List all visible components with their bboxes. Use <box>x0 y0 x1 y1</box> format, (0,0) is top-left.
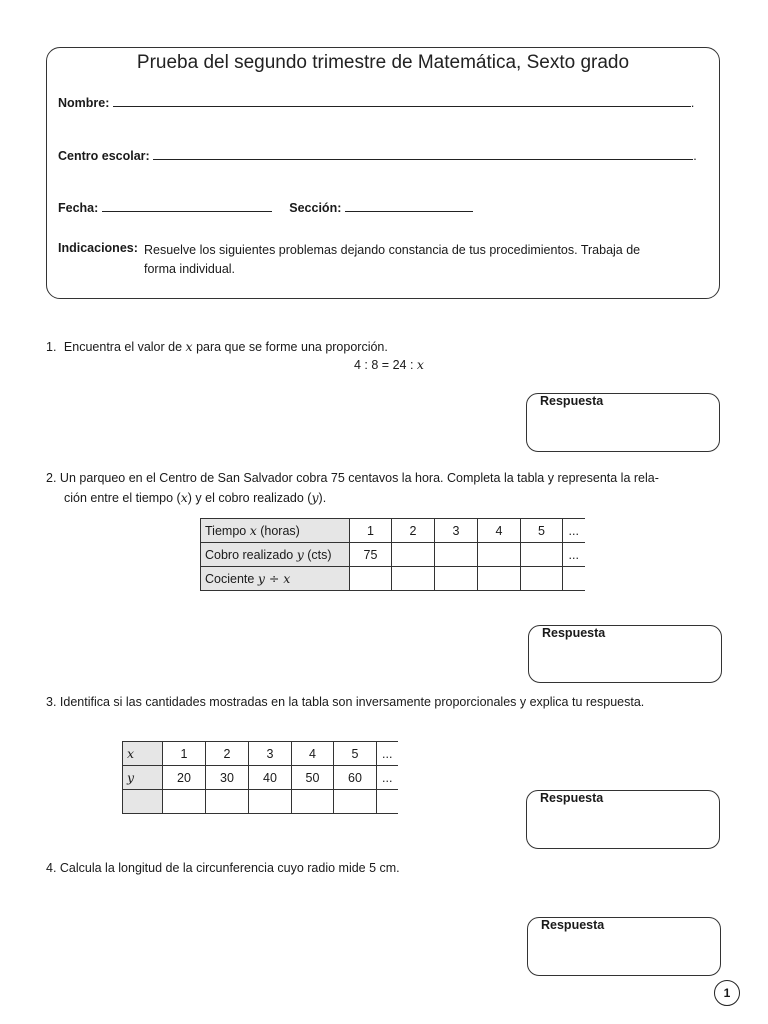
table-cell-input[interactable] <box>563 567 585 591</box>
fecha-row <box>58 201 708 215</box>
seccion-label: Sección: <box>289 201 342 215</box>
table-cell: 50 <box>292 766 334 790</box>
table-row <box>123 790 398 814</box>
question-4: 4. Calcula la longitud de la circunferencia cuyo radio mide 5 cm. <box>46 861 400 875</box>
answer-label-1: Respuesta <box>540 394 604 408</box>
centro-field[interactable] <box>153 149 693 160</box>
table-cell: 20 <box>163 766 206 790</box>
q1-var: x <box>185 339 193 354</box>
q2-row3-label: Cociente y ÷ x <box>201 567 350 591</box>
table-cell: ... <box>377 766 398 790</box>
seccion-field[interactable] <box>345 201 473 212</box>
q1-text-b: para que se forme una proporción. <box>192 340 388 354</box>
table-cell: 3 <box>435 519 478 543</box>
table-cell: 30 <box>206 766 249 790</box>
table-row <box>123 742 398 766</box>
q2-line-2a: ción entre el tiempo ( <box>64 491 181 505</box>
table-cell: ... <box>563 543 585 567</box>
table-cell: 75 <box>350 543 392 567</box>
q1-equation <box>354 357 424 372</box>
table-cell: ... <box>563 519 585 543</box>
table-cell: 60 <box>334 766 377 790</box>
table-cell: 4 <box>478 519 521 543</box>
nombre-label: Nombre: <box>58 96 110 110</box>
q3-y-label: y <box>123 766 163 790</box>
answer-label-4: Respuesta <box>541 918 605 932</box>
table-cell: 5 <box>521 519 563 543</box>
answer-box-1[interactable] <box>526 393 720 452</box>
q2-line-2b: ) y el cobro realizado ( <box>187 491 312 505</box>
table-cell-input[interactable] <box>206 790 249 814</box>
page-number: 1 <box>714 980 740 1006</box>
q3-blank-label <box>123 790 163 814</box>
table-row <box>201 519 585 543</box>
page-title: Prueba del segundo trimestre de Matemática, Sexto grado <box>136 52 630 73</box>
table-row <box>201 543 585 567</box>
indicaciones-label: Indicaciones: <box>58 241 138 255</box>
nombre-row <box>58 96 708 110</box>
nombre-field[interactable] <box>113 96 691 107</box>
table-cell: 1 <box>350 519 392 543</box>
fecha-label: Fecha: <box>58 201 99 215</box>
q2-table <box>200 518 585 591</box>
table-cell-input[interactable] <box>350 567 392 591</box>
table-cell-input[interactable] <box>478 543 521 567</box>
q2-var-y: y <box>311 490 319 505</box>
q1-equation-text: 4 : 8 = 24 : <box>354 358 417 372</box>
table-cell: 2 <box>392 519 435 543</box>
q1-text-a: Encuentra el valor de <box>63 340 186 354</box>
q2-row2-label: Cobro realizado y (cts) <box>201 543 350 567</box>
table-cell-input[interactable] <box>334 790 377 814</box>
table-cell-input[interactable] <box>478 567 521 591</box>
indicaciones-line-1: Resuelve los siguientes problemas dejando constancia de tus procedimientos. Trabaja de <box>144 243 641 257</box>
indicaciones-text <box>144 241 714 279</box>
question-1 <box>46 339 646 354</box>
table-cell-input[interactable] <box>521 567 563 591</box>
table-cell: 4 <box>292 742 334 766</box>
answer-box-4[interactable] <box>527 917 721 976</box>
q3-x-label: x <box>123 742 163 766</box>
q2-row1-label: Tiempo x (horas) <box>201 519 350 543</box>
centro-row <box>58 149 708 163</box>
centro-period: . <box>693 149 697 163</box>
table-cell-input[interactable] <box>163 790 206 814</box>
table-cell-input[interactable] <box>292 790 334 814</box>
answer-label-3: Respuesta <box>540 791 604 805</box>
answer-box-3[interactable] <box>526 790 720 849</box>
table-cell: 40 <box>249 766 292 790</box>
question-2 <box>46 469 736 508</box>
answer-box-2[interactable] <box>528 625 722 683</box>
q2-line-1: Un parqueo en el Centro de San Salvador cobra 75 centavos la hora. Completa la tabla y representa la rela- <box>59 471 659 485</box>
table-cell: 2 <box>206 742 249 766</box>
q1-number: 1. <box>46 340 57 354</box>
q3-table <box>122 741 398 814</box>
table-row <box>201 567 585 591</box>
table-cell-input[interactable] <box>435 543 478 567</box>
table-cell-input[interactable] <box>435 567 478 591</box>
table-cell-input[interactable] <box>249 790 292 814</box>
table-cell: ... <box>377 742 398 766</box>
table-cell-input[interactable] <box>521 543 563 567</box>
table-cell: 5 <box>334 742 377 766</box>
table-cell-input[interactable] <box>377 790 398 814</box>
q2-number: 2. <box>46 471 57 485</box>
fecha-field[interactable] <box>102 201 272 212</box>
table-row <box>123 766 398 790</box>
nombre-period: . <box>690 96 695 110</box>
answer-label-2: Respuesta <box>542 626 606 640</box>
table-cell-input[interactable] <box>392 543 435 567</box>
centro-label: Centro escolar: <box>58 149 150 163</box>
table-cell-input[interactable] <box>392 567 435 591</box>
table-cell: 3 <box>249 742 292 766</box>
question-3: 3. Identifica si las cantidades mostradas en la tabla son inversamente proporcionales y explica tu respuesta. <box>46 695 645 709</box>
q2-var-x: x <box>180 490 188 505</box>
indicaciones-line-2: forma individual. <box>144 262 236 276</box>
q2-line-2c: ). <box>318 491 327 505</box>
q1-equation-var: x <box>416 357 424 372</box>
table-cell: 1 <box>163 742 206 766</box>
